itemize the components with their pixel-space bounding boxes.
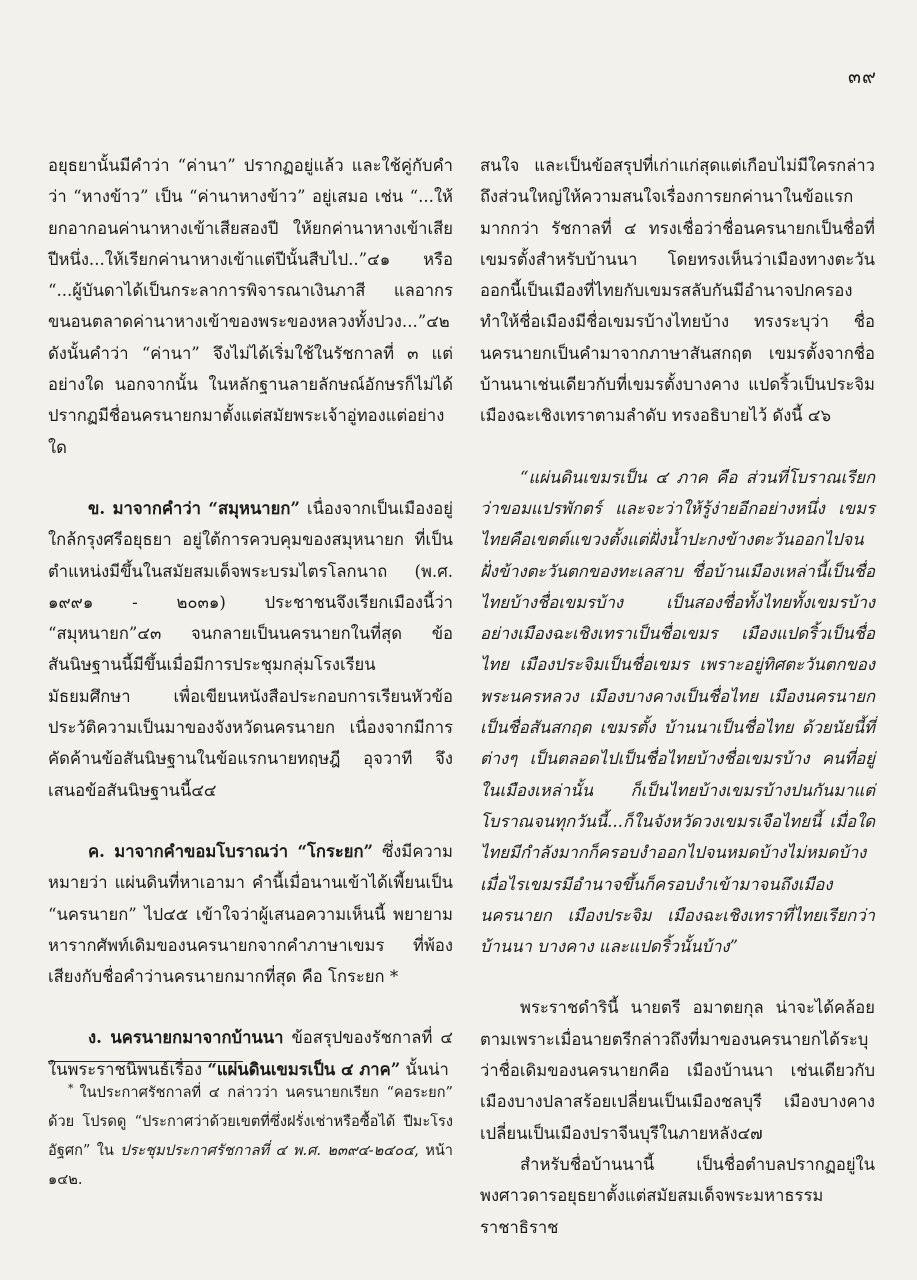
left-paragraph-1: อยุธยานั้นมีคำว่า “ค่านา” ปรากฏอยู่แล้ว และใช้คู่กับคำว่า “หางข้าว” เป็น “ค่านาหางข้าว” อยู่เสมอ เช่น “...ให้ยกอากอนค่านาหางเข้าเสียสองปี ให้ยกค่านาหางเข้าเสียปีหนึ่ง...ให้เรียกค่านาหางเข้าแต่ปีนั้นสืบไป..”๔๑ หรือ “...ผู้บันดาได้เป็นกระลาการพิจารณาเงินภาสี แลอากรขนอนตลาดค่านาหางเข้าของพระของหลวงทั้งปวง...”๔๒ ดังนั้นคำว่า “ค่านา” จึงไม่ได้เริ่มใช้ในรัชกาลที่ ๓ แต่อย่างใด นอกจากนั้น ในหลักฐานลายลักษณ์อักษรก็ไม่ได้ปรากฏมีชื่อนครนายกมาตั้งแต่สมัยพระเจ้าอู่ทองแต่อย่างใด	[48, 156, 453, 457]
section-body-kho: เนื่องจากเป็นเมืองอยู่ใกล้กรุงศรีอยุธยา อยู่ใต้การควบคุมของสมุหนายก ที่เป็นตำแหน่งมีขึ้นในสมัยสมเด็จพระบรมไตรโลกนาถ (พ.ศ. ๑๙๙๑ - ๒๐๓๑) ประชาชนจึงเรียกเมืองนี้ว่า “สมุหนายก”๔๓ จนกลายเป็นนครนายกในที่สุด ข้อสันนิษฐานนี้มีขึ้นเมื่อมีการประชุมกลุ่มโรงเรียนมัธยมศึกษา เพื่อเขียนหนังสือประกอบการเรียนหัวข้อประวัติความเป็นมาของจังหวัดนครนายก เนื่องจากมีการคัดค้านข้อสันนิษฐานในข้อแรกนายทฤษฎี อุจวาที จึงเสนอข้อสันนิษฐานนี้๔๔	[48, 498, 453, 800]
footnote-text-a: ในประกาศรัชกาลที่ ๔ กล่าวว่า นครนายกเรียก “คอระยก” ด้วย โปรดดู “ประกาศว่าด้วยเขตที่ซึ่งฝรั่งเช่าหรือซื้อได้ ปีมะโรงอัฐศก” ใน	[48, 1084, 453, 1159]
left-paragraph-2	[48, 493, 453, 806]
right-paragraph-4: สำหรับชื่อบ้านนานี้ เป็นชื่อตำบลปรากฏอยู่ในพงศาวดารอยุธยาตั้งแต่สมัยสมเด็จพระมหาธรรมราชาธิราช	[480, 1154, 875, 1237]
footnote-text-c: , หน้า ๑๔๒.	[48, 1142, 453, 1188]
section-heading-kho-khwai: ค. มาจากคำขอมโบราณว่า “โกระยก”	[88, 840, 374, 861]
section-body-ngo: ข้อสรุปของรัชกาลที่ ๔ ในพระราชนิพนธ์เรื่อง	[48, 1028, 453, 1079]
left-paragraph-3	[48, 836, 453, 992]
right-paragraph-1: สนใจ และเป็นข้อสรุปที่เก่าแก่สุดแต่เกือบไม่มีใครกล่าวถึงส่วนใหญ่ให้ความสนใจเรื่องการยกค่านาในข้อแรกมากกว่า รัชกาลที่ ๔ ทรงเชื่อว่าชื่อนครนายกเป็นชื่อที่เขมรตั้งสำหรับบ้านนา โดยทรงเห็นว่าเมืองทางตะวันออกนี้เป็นเมืองที่ไทยกับเขมรสลับกันมีอำนาจปกครอง ทำให้ชื่อเมืองมีชื่อเขมรบ้างไทยบ้าง ทรงระบุว่า ชื่อนครนายกเป็นคำมาจากภาษาสันสกฤต เขมรตั้งจากชื่อบ้านนาเช่นเดียวกับที่เขมรตั้งบางคาง แปดริ้วเป็นประจิม เมืองฉะเชิงเทราตามลำดับ ทรงอธิบายไว้ ดังนี้ ๔๖	[480, 156, 875, 426]
section-heading-kho: ข. มาจากคำว่า “สมุหนายก”	[88, 497, 300, 518]
page-number: ๓๙	[848, 66, 877, 88]
left-column	[48, 150, 453, 1085]
right-paragraph-3: พระราชดำรินี้ นายตรี อมาตยกุล น่าจะได้คล้อยตามเพราะเมื่อนายตรีกล่าวถึงที่มาของนครนายกได้ระบุว่าชื่อเดิมของนครนายกคือ เมืองบ้านนา เช่นเดียวกับเมืองบางปลาสร้อยเปลี่ยนเป็นเมืองชลบุรี เมืองบางคางเปลี่ยนเป็นเมืองปราจีนบุรีในภายหลัง๔๗	[480, 998, 875, 1143]
section-heading-ngo: ง. นครนายกมาจากบ้านนา	[88, 1027, 284, 1048]
royal-work-title: “แผ่นดินเขมรเป็น ๔ ภาค”	[207, 1058, 401, 1079]
right-column	[480, 150, 875, 1243]
footnote-marker: *	[68, 1082, 74, 1095]
royal-quote: “แผ่นดินเขมรเป็น ๔ ภาค คือ ส่วนที่โบราณเรียกว่าขอมแปรพักตร์ และจะว่าให้รู้ง่ายอีกอย่างหนึ่ง เขมรไทยคือเขตต์แขวงตั้งแต่ฝั่งน้ำปะกงข้างตะวันออกไปจนฝั่งข้างตะวันตกของทะเลสาบ ชื่อบ้านเมืองเหล่านี้เป็นชื่อไทยบ้างชื่อเขมรบ้าง เป็นสองชื่อทั้งไทยทั้งเขมรบ้าง อย่างเมืองฉะเชิงเทราเป็นชื่อเขมร เมืองแปดริ้วเป็นชื่อไทย เมืองประจิมเป็นชื่อเขมร เพราะอยู่ทิศตะวันตกของพระนครหลวง เมืองบางคางเป็นชื่อไทย เมืองนครนายกเป็นชื่อสันสกฤต เขมรตั้ง บ้านนาเป็นชื่อไทย ด้วยนัยนี้ที่ต่างๆ เป็นตลอดไปเป็นชื่อไทยบ้างชื่อเขมรบ้าง คนที่อยู่ในเมืองเหล่านั้น ก็เป็นไทยบ้างเขมรบ้างปนกันมาแต่โบราณจนทุกวันนี้...ก็ในจังหวัดวงเขมรเจือไทยนี้ เมื่อใดไทยมีกำลังมากก็ครอบงำออกไปจนหมดบ้างไม่หมดบ้าง เมื่อไรเขมรมีอำนาจขึ้นก็ครอบงำเข้ามาจนถึงเมืองนครนายก เมืองประจิม เมืองฉะเชิงเทราที่ไทยเรียกว่าบ้านนา บางคาง และแปดริ้วนั้นบ้าง”	[480, 467, 875, 957]
footnote	[48, 1074, 453, 1194]
section-body-ngo-end: นั้นน่า	[400, 1059, 449, 1079]
footnote-divider	[48, 1061, 243, 1062]
section-body-kho-khwai: ซึ่งมีความหมายว่า แผ่นดินที่หาเอามา คำนี้เมื่อนานเข้าได้เพี้ยนเป็น “นครนายก” ไป๔๕ เข้าใจว่าผู้เสนอความเห็นนี้ พยายามหารากศัพท์เดิมของนครนายกจากคำภาษาเขมร ที่พ้องเสียงกับชื่อคำว่านครนายกมากที่สุด คือ โกระยก *	[48, 841, 453, 987]
footnote-source-title: ประชุมประกาศรัชกาลที่ ๔ พ.ศ. ๒๓๙๔-๒๔๐๔	[120, 1142, 415, 1159]
